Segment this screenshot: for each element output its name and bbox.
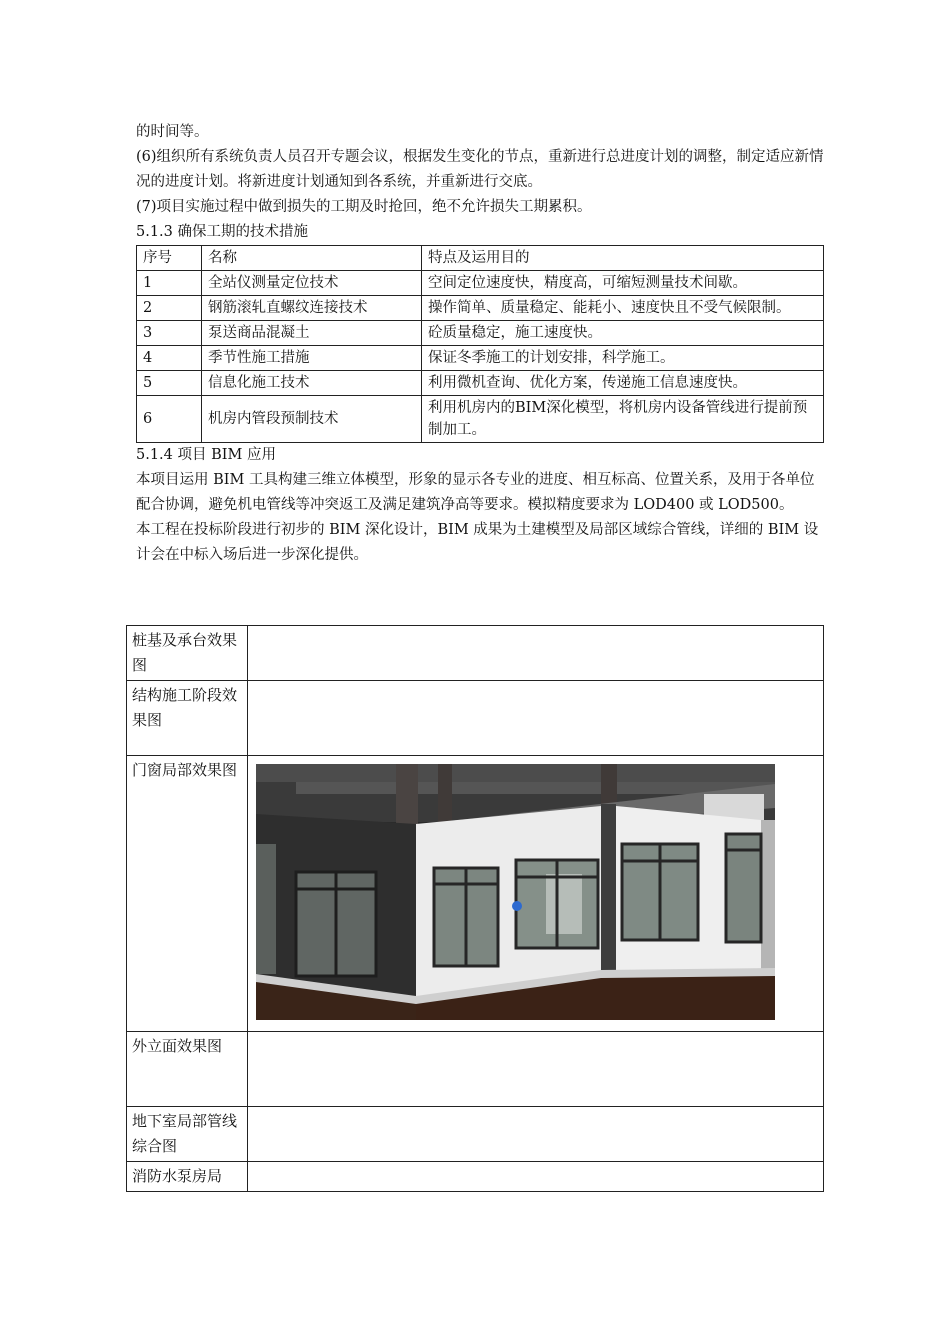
row-label: 消防水泵房局	[127, 1162, 248, 1192]
table-row	[127, 1032, 824, 1107]
table-cell: 5	[137, 371, 202, 396]
paragraph: 本工程在投标阶段进行初步的 BIM 深化设计，BIM 成果为土建模型及局部区域综合管线，详细的 BIM 设计会在中标入场后进一步深化提供。	[136, 522, 819, 563]
table-cell: 全站仪测量定位技术	[202, 271, 422, 296]
table-header-cell: 序号	[137, 246, 202, 271]
table-row	[127, 681, 824, 756]
table-cell: 泵送商品混凝土	[202, 321, 422, 346]
section-heading: 5.1.3 确保工期的技术措施	[136, 224, 309, 240]
table-cell: 砼质量稳定，施工速度快。	[422, 321, 824, 346]
table-cell: 利用微机查询、优化方案，传递施工信息速度快。	[422, 371, 824, 396]
table-cell: 操作简单、质量稳定、能耗小、速度快且不受气候限制。	[422, 296, 824, 321]
row-label: 桩基及承台效果图	[127, 626, 248, 681]
table-cell: 6	[137, 396, 202, 443]
content-cell	[248, 1162, 824, 1192]
content-cell	[248, 756, 824, 1032]
document-page	[136, 120, 824, 568]
paragraph: (7)项目实施过程中做到损失的工期及时抢回，绝不允许损失工期累积。	[136, 199, 592, 215]
paragraph: (6)组织所有系统负责人员召开专题会议，根据发生变化的节点，重新进行总进度计划的调整，制定适应新情况的进度计划。将新进度计划通知到各系统，并重新进行交底。	[136, 149, 824, 190]
table-row	[137, 321, 824, 346]
table-header-row	[137, 246, 824, 271]
content-cell	[248, 626, 824, 681]
row-label: 外立面效果图	[127, 1032, 248, 1107]
table-row	[127, 626, 824, 681]
table-cell: 机房内管段预制技术	[202, 396, 422, 443]
table-header-cell: 名称	[202, 246, 422, 271]
paragraph: 的时间等。	[136, 124, 209, 140]
table-header-cell: 特点及运用目的	[422, 246, 824, 271]
tech-measures-table	[136, 245, 824, 443]
table-row	[127, 1162, 824, 1192]
content-cell	[248, 1032, 824, 1107]
row-label: 结构施工阶段效果图	[127, 681, 248, 756]
bim-results-table	[126, 625, 824, 1192]
table-row	[137, 346, 824, 371]
table-cell: 空间定位速度快，精度高，可缩短测量技术间歇。	[422, 271, 824, 296]
table-row	[127, 1107, 824, 1162]
table-cell: 利用机房内的BIM深化模型，将机房内设备管线进行提前预制加工。	[422, 396, 824, 443]
table-row	[137, 371, 824, 396]
table-cell: 1	[137, 271, 202, 296]
bim-door-window-render	[256, 764, 775, 1020]
table-cell: 信息化施工技术	[202, 371, 422, 396]
table-cell: 钢筋滚轧直螺纹连接技术	[202, 296, 422, 321]
table-row	[137, 271, 824, 296]
table-cell: 季节性施工措施	[202, 346, 422, 371]
content-cell	[248, 1107, 824, 1162]
table-row	[137, 296, 824, 321]
section-heading: 5.1.4 项目 BIM 应用	[136, 447, 276, 463]
table-cell: 3	[137, 321, 202, 346]
row-label: 地下室局部管线综合图	[127, 1107, 248, 1162]
table-cell: 2	[137, 296, 202, 321]
table-row	[137, 396, 824, 443]
table-cell: 4	[137, 346, 202, 371]
paragraph: 本项目运用 BIM 工具构建三维立体模型，形象的显示各专业的进度、相互标高、位置关系，及用于各单位配合协调，避免机电管线等冲突返工及满足建筑净高等要求。模拟精度要求为 LOD400 或 LOD500。	[136, 472, 815, 513]
content-cell	[248, 681, 824, 756]
table-cell: 保证冬季施工的计划安排，科学施工。	[422, 346, 824, 371]
table-row	[127, 756, 824, 1032]
row-label: 门窗局部效果图	[127, 756, 248, 1032]
